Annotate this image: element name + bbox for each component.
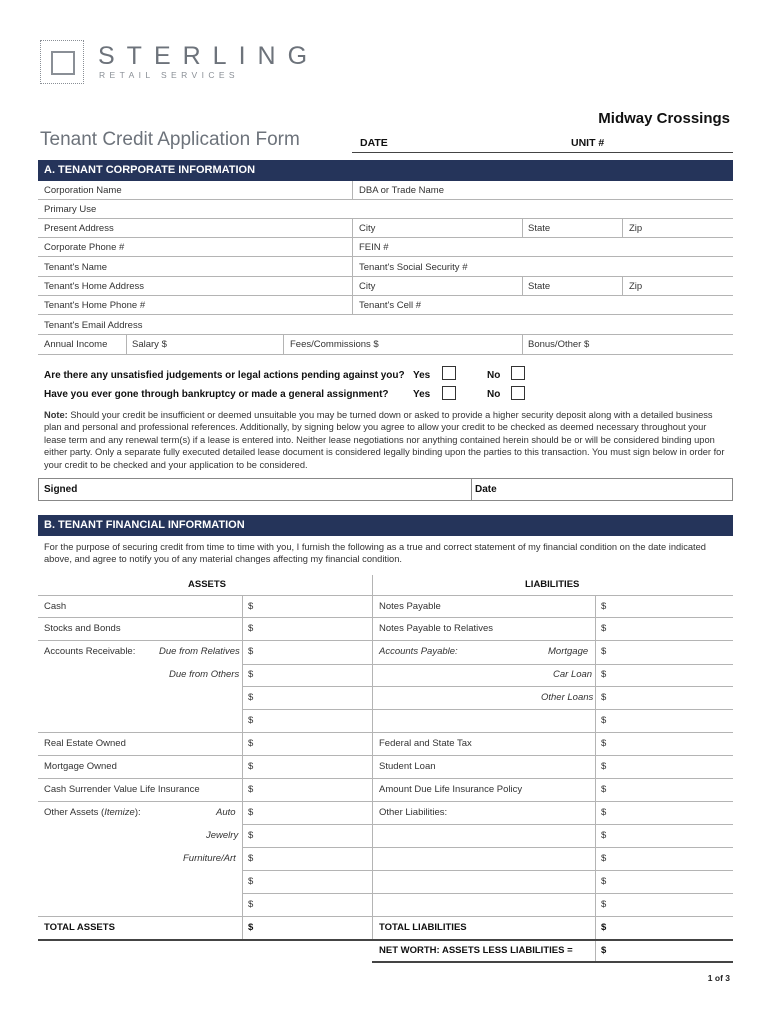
bankruptcy-yes-checkbox[interactable] <box>442 386 456 400</box>
logo-name: STERLING <box>98 42 320 70</box>
total-liabilities-amount-field[interactable]: $ <box>601 922 607 933</box>
salary-field[interactable]: Salary $ <box>132 339 167 350</box>
annual-income-label: Annual Income <box>44 339 108 350</box>
yes-label: Yes <box>413 389 431 400</box>
net-worth-label: NET WORTH: ASSETS LESS LIABILITIES = <box>379 945 573 956</box>
other-loans-label: Other Loans <box>541 692 594 703</box>
auto-amount-field[interactable]: $ <box>248 807 254 818</box>
net-worth-amount-field[interactable]: $ <box>601 945 607 956</box>
tenant-name-field[interactable]: Tenant's Name <box>44 262 108 273</box>
bonus-field[interactable]: Bonus/Other $ <box>528 339 590 350</box>
assets-header: ASSETS <box>188 579 227 590</box>
fees-field[interactable]: Fees/Commissions $ <box>290 339 379 350</box>
total-assets-amount-field[interactable]: $ <box>248 922 254 933</box>
furniture-amount-field[interactable]: $ <box>248 853 254 864</box>
stocks-label: Stocks and Bonds <box>44 623 121 634</box>
jewelry-amount-field[interactable]: $ <box>248 830 254 841</box>
other-assets-label: Other Assets (Itemize): <box>44 807 141 818</box>
asset-extra-amount-field[interactable]: $ <box>248 876 254 887</box>
csv-life-amount-field[interactable]: $ <box>248 784 254 795</box>
home-city-field[interactable]: City <box>359 281 376 292</box>
home-phone-field[interactable]: Tenant's Home Phone # <box>44 300 146 311</box>
credit-note <box>44 409 730 471</box>
furniture-label: Furniture/Art <box>183 853 236 864</box>
mortgage-label: Mortgage <box>548 646 589 657</box>
due-others-amount-field[interactable]: $ <box>248 669 254 680</box>
note-text: Should your credit be insufficient or deemed unsuitable you may be turned down or asked to provide a higher security deposit along with a detailed business plan and personal and professional references. Additionally, by signing below you agree to allow your credit to be checked as deemed necessary throughout your lease term and any renewal term(s) if a lease is entered into. Neither lease negotiations nor anything contained herein should be or will be considered binding upon either party. Only a separate fully executed detailed lease document is considered legally binding upon the parties to this transaction. You must sign below in order for your credit to be checked and your application to be considered. <box>44 410 725 470</box>
zip-field[interactable]: Zip <box>629 223 643 234</box>
dba-field[interactable]: DBA or Trade Name <box>359 185 445 196</box>
total-liabilities-label: TOTAL LIABILITIES <box>379 922 467 933</box>
due-relatives-amount-field[interactable]: $ <box>248 646 254 657</box>
stocks-amount-field[interactable]: $ <box>248 623 254 634</box>
section-b-title: B. TENANT FINANCIAL INFORMATION <box>38 515 733 536</box>
no-label: No <box>487 370 501 381</box>
sterling-logo-icon <box>40 40 84 84</box>
cash-amount-field[interactable]: $ <box>248 601 254 612</box>
judgements-question: Are there any unsatisfied judgements or legal actions pending against you? <box>44 370 405 381</box>
primary-use-field[interactable]: Primary Use <box>44 204 97 215</box>
notes-payable-amount-field[interactable]: $ <box>601 601 607 612</box>
note-label: Note: <box>44 410 68 420</box>
notes-relatives-label: Notes Payable to Relatives <box>379 623 494 634</box>
yes-label: Yes <box>413 370 431 381</box>
due-relatives-label: Due from Relatives <box>159 646 240 657</box>
section-a-title: A. TENANT CORPORATE INFORMATION <box>38 160 733 181</box>
logo-subtitle: RETAIL SERVICES <box>99 70 240 80</box>
email-field[interactable]: Tenant's Email Address <box>44 320 143 331</box>
property-name: Midway Crossings <box>598 110 730 127</box>
liability-extra-amount-field[interactable]: $ <box>601 853 607 864</box>
auto-label: Auto <box>216 807 236 818</box>
car-loan-amount-field[interactable]: $ <box>601 669 607 680</box>
date-label: DATE <box>360 137 388 149</box>
home-zip-field[interactable]: Zip <box>629 281 643 292</box>
bankruptcy-question: Have you ever gone through bankruptcy or made a general assignment? <box>44 389 389 400</box>
jewelry-label: Jewelry <box>206 830 239 841</box>
mortgage-owned-amount-field[interactable]: $ <box>248 761 254 772</box>
city-field[interactable]: City <box>359 223 376 234</box>
no-label: No <box>487 389 501 400</box>
taxes-amount-field[interactable]: $ <box>601 738 607 749</box>
due-others-label: Due from Others <box>169 669 240 680</box>
judgements-yes-checkbox[interactable] <box>442 366 456 380</box>
other-liabilities-amount-field[interactable]: $ <box>601 807 607 818</box>
liability-extra-amount-field[interactable]: $ <box>601 715 607 726</box>
judgements-no-checkbox[interactable] <box>511 366 525 380</box>
home-address-field[interactable]: Tenant's Home Address <box>44 281 145 292</box>
cell-field[interactable]: Tenant's Cell # <box>359 300 422 311</box>
liability-extra-amount-field[interactable]: $ <box>601 876 607 887</box>
home-state-field[interactable]: State <box>528 281 551 292</box>
state-field[interactable]: State <box>528 223 551 234</box>
page-title: Tenant Credit Application Form <box>40 129 300 150</box>
accounts-payable-label: Accounts Payable: <box>379 646 458 657</box>
car-loan-label: Car Loan <box>553 669 593 680</box>
total-assets-label: TOTAL ASSETS <box>44 922 115 933</box>
real-estate-amount-field[interactable]: $ <box>248 738 254 749</box>
corporation-name-field[interactable]: Corporation Name <box>44 185 122 196</box>
other-loans-amount-field[interactable]: $ <box>601 692 607 703</box>
csv-life-label: Cash Surrender Value Life Insurance <box>44 784 200 795</box>
tenant-ssn-field[interactable]: Tenant's Social Security # <box>359 262 468 273</box>
student-loan-label: Student Loan <box>379 761 436 772</box>
bankruptcy-no-checkbox[interactable] <box>511 386 525 400</box>
signature-date-field[interactable]: Date <box>475 484 497 495</box>
notes-payable-label: Notes Payable <box>379 601 441 612</box>
mortgage-amount-field[interactable]: $ <box>601 646 607 657</box>
mortgage-owned-label: Mortgage Owned <box>44 761 117 772</box>
header-field-line[interactable] <box>352 152 733 153</box>
page-number: 1 of 3 <box>707 973 730 983</box>
corporate-phone-field[interactable]: Corporate Phone # <box>44 242 125 253</box>
life-policy-label: Amount Due Life Insurance Policy <box>379 784 523 795</box>
liability-extra-amount-field[interactable]: $ <box>601 830 607 841</box>
unit-label: UNIT # <box>571 137 605 149</box>
accounts-receivable-label: Accounts Receivable: <box>44 646 136 657</box>
asset-extra-amount-field[interactable]: $ <box>248 899 254 910</box>
liabilities-header: LIABILITIES <box>525 579 580 590</box>
financial-intro: For the purpose of securing credit from time to time with you, I furnish the following as a true and correct statement of my financial condition on the date indicated above, and agree to notify you of any material changes affecting my financial condition. <box>44 542 706 565</box>
student-loan-amount-field[interactable]: $ <box>601 761 607 772</box>
present-address-field[interactable]: Present Address <box>44 223 114 234</box>
fein-field[interactable]: FEIN # <box>359 242 389 253</box>
liability-extra-amount-field[interactable]: $ <box>601 899 607 910</box>
asset-extra-amount-field[interactable]: $ <box>248 715 254 726</box>
cash-label: Cash <box>44 601 67 612</box>
notes-relatives-amount-field[interactable]: $ <box>601 623 607 634</box>
signature-box <box>38 478 733 501</box>
signed-field[interactable]: Signed <box>44 484 78 495</box>
asset-extra-amount-field[interactable]: $ <box>248 692 254 703</box>
other-liabilities-label: Other Liabilities: <box>379 807 448 818</box>
real-estate-label: Real Estate Owned <box>44 738 126 749</box>
life-policy-amount-field[interactable]: $ <box>601 784 607 795</box>
taxes-label: Federal and State Tax <box>379 738 472 749</box>
